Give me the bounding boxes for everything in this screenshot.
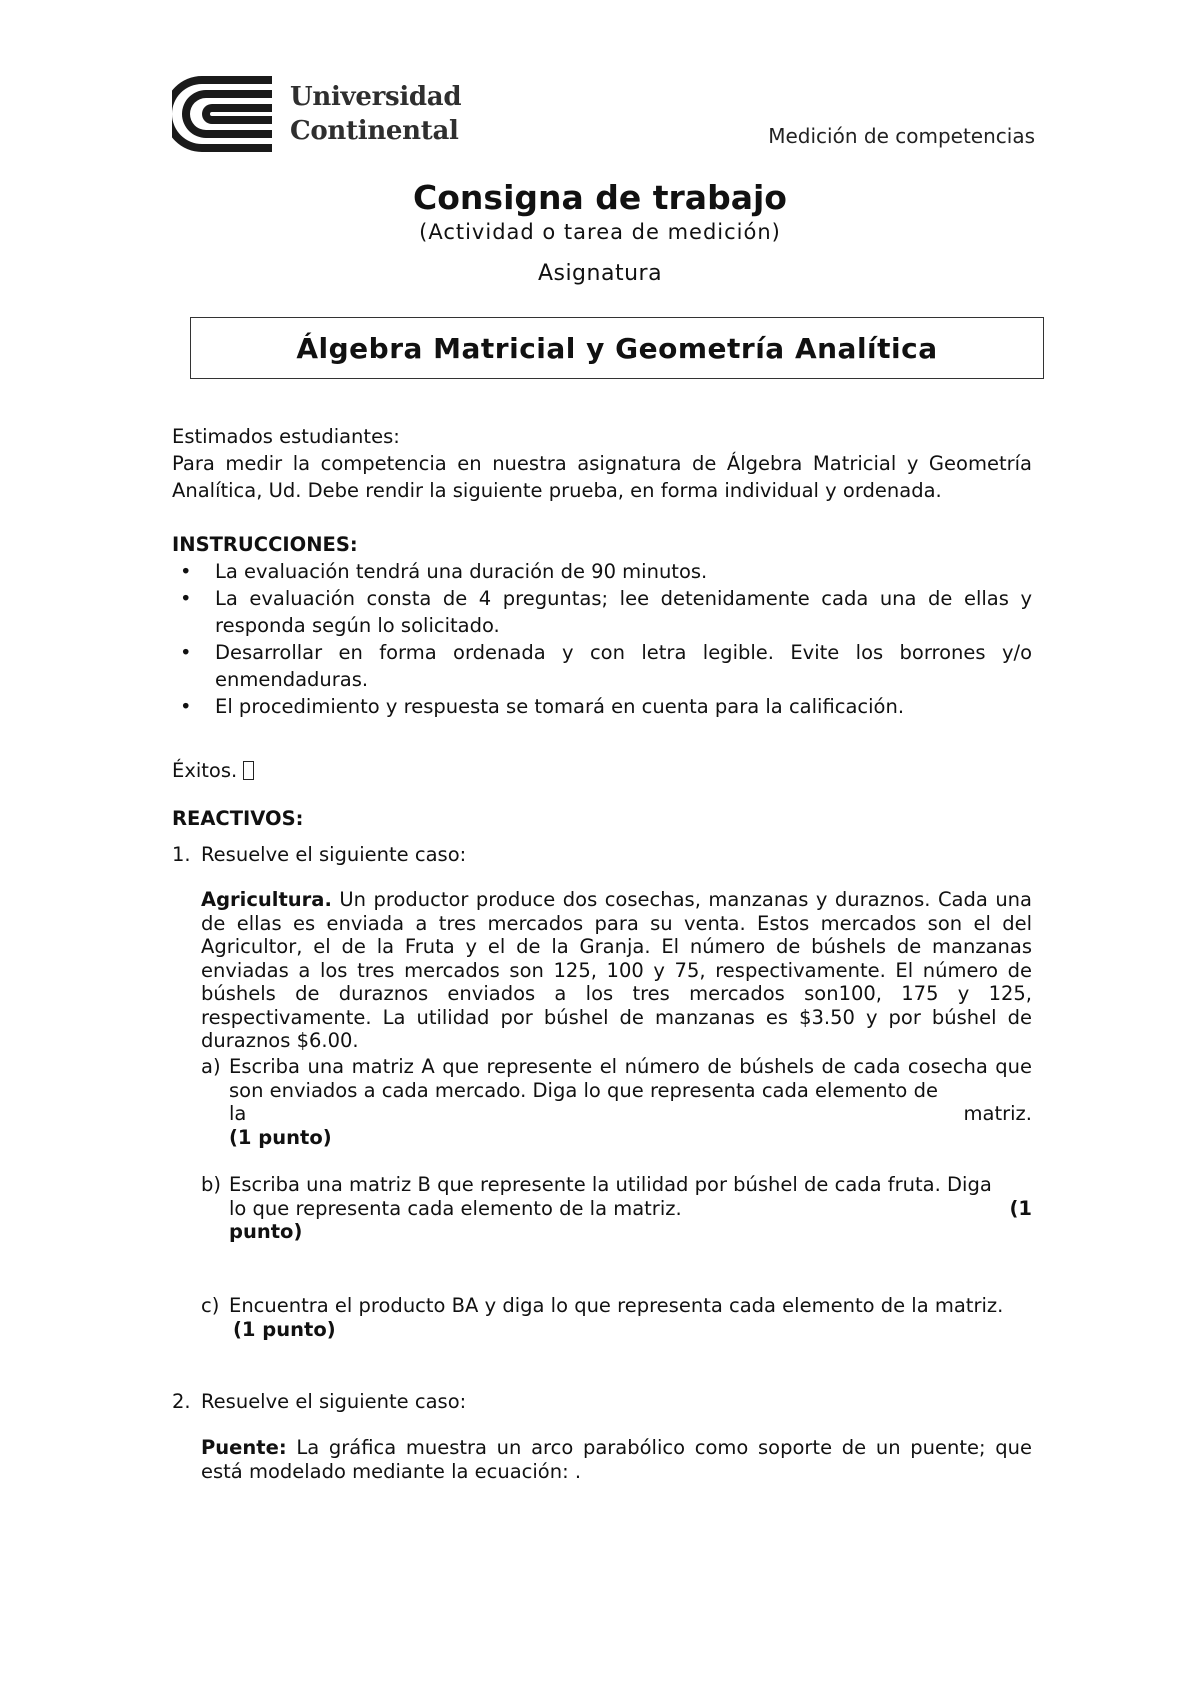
question-1-case [201,888,1032,1053]
item-b [229,1173,1032,1244]
item-a-last-line: la matriz. [229,1102,1032,1125]
closing-text: Éxitos. [172,757,1032,784]
intro-paragraph: Para medir la competencia en nuestra asignatura de Álgebra Matricial y Geometría Analítica, Ud. Debe rendir la siguiente prueba, en forma individual y ordenada. [172,452,1032,502]
item-b-points: punto) [229,1220,303,1243]
item-c-label: c) [201,1294,220,1317]
header-label: Medición de competencias [768,124,1035,148]
item-b-text: Escriba una matriz B que represente la utilidad por búshel de cada fruta. Diga [229,1173,992,1196]
logo-line-1: Universidad [290,82,462,112]
item-b-second-line: lo que representa cada elemento de la matriz. (1 [229,1196,1032,1220]
page-title: Consigna de trabajo [413,178,787,217]
case-text: Un productor produce dos cosechas, manzanas y duraznos. Cada una de ellas es enviada a tres mercados para su venta. Estos mercados son el del Agricultor, el de la Fruta y el de la Granja. El número de búshels de manzanas enviadas a los tres mercados son 125, 100 y 75, respectivamente. El número de búshels de duraznos enviados a los tres mercados son100, 175 y 125, respectivamente. La utilidad por búshel de manzanas es $3.50 y por búshel de duraznos $6.00. [201,888,1032,1052]
bullet-icon: • [180,560,192,583]
greeting: Estimados estudiantes: [172,425,400,448]
instruction-item: • El procedimiento y respuesta se tomará en cuenta para la calificación. [180,695,905,718]
item-a-text: Escriba una matriz A que represente el número de búshels de cada cosecha que son enviados a cada mercado. Diga lo que representa cada elemento de [229,1055,1032,1102]
item-c [229,1294,1032,1341]
case-text: La gráfica muestra un arco parabólico como soporte de un puente; que está modelado mediante la ecuación: . [201,1436,1032,1483]
instruction-item: • La evaluación tendrá una duración de 90 minutos. [180,560,708,583]
instruction-item: • Desarrollar en forma ordenada y con letra legible. Evite los borrones y/o enmendaduras. [180,641,1032,691]
instruction-item: • La evaluación consta de 4 preguntas; lee detenidamente cada una de ellas y responda según lo solicitado. [180,587,1032,637]
question-1-prompt: Resuelve el siguiente caso: [201,843,467,866]
question-2-case [201,1436,1032,1483]
case-title: Agricultura. [201,888,332,911]
question-2-prompt: Resuelve el siguiente caso: [201,1390,467,1413]
course-name-box [190,317,1044,379]
page-subtitle: (Actividad o tarea de medición) [419,220,781,244]
case-title: Puente: [201,1436,287,1459]
asignatura-label: Asignatura [537,261,663,286]
item-a-points: (1 punto) [229,1125,332,1149]
question-2-number: 2. [172,1390,191,1413]
question-1-number: 1. [172,843,191,866]
instructions-list [172,558,1032,720]
reactivos-heading: REACTIVOS: [172,807,304,830]
item-a [229,1055,1032,1149]
item-c-text: Encuentra el producto BA y diga lo que representa cada elemento de la matriz. [229,1294,1004,1317]
item-b-label: b) [201,1173,221,1196]
logo-line-2: Continental [290,116,459,146]
missing-glyph-icon [243,761,254,780]
item-a-label: a) [201,1055,221,1078]
bullet-icon: • [180,587,192,610]
instructions-heading: INSTRUCCIONES: [172,533,358,556]
course-name: Álgebra Matricial y Geometría Analítica [296,331,938,365]
bullet-icon: • [180,641,192,664]
logo-wordmark [290,80,461,148]
bullet-icon: • [180,695,192,718]
item-c-points: (1 punto) [233,1317,336,1341]
